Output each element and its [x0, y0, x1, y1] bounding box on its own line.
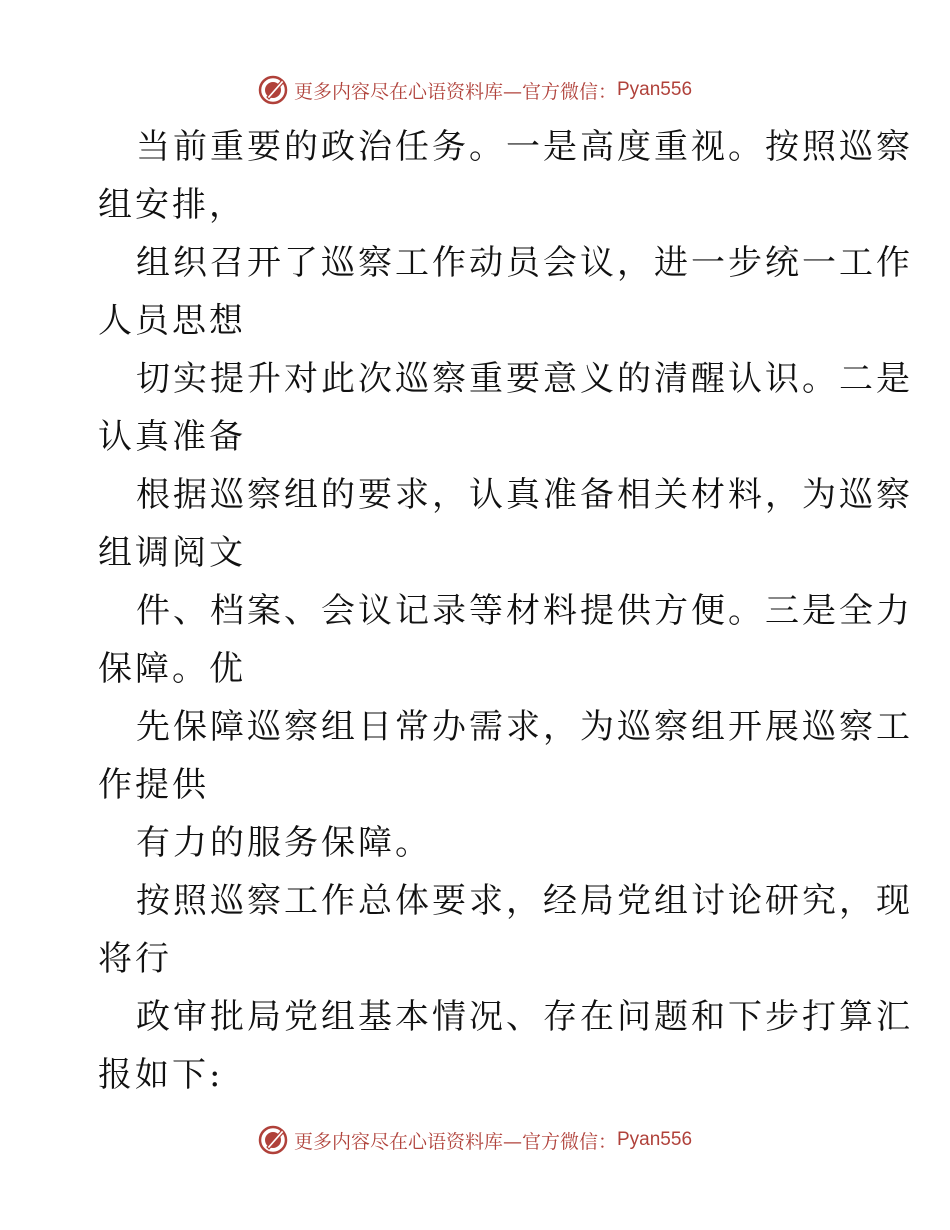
text-line: 组织召开了巡察工作动员会议，进一步统一工作	[136, 243, 913, 283]
text-line: 先保障巡察组日常办需求，为巡察组开展巡察工	[136, 707, 913, 747]
text-line: 报如下:	[98, 1055, 224, 1095]
text-line: 作提供	[98, 765, 209, 805]
text-line: 认真准备	[98, 417, 246, 457]
text-line: 政审批局党组基本情况、存在问题和下步打算汇	[136, 997, 913, 1037]
header-banner	[0, 70, 950, 110]
text-line: 按照巡察工作总体要求，经局党组讨论研究，现	[136, 881, 913, 921]
text-line: 当前重要的政治任务。一是高度重视。按照巡察	[136, 127, 913, 167]
banner-wechat-id: Pyan556	[617, 1129, 693, 1150]
text-line: 件、档案、会议记录等材料提供方便。三是全力	[136, 591, 913, 631]
text-line: 根据巡察组的要求，认真准备相关材料，为巡察	[136, 475, 913, 515]
banner-text: 更多内容尽在心语资料库—官方微信：	[293, 1130, 617, 1153]
text-line: 有力的服务保障。	[136, 823, 432, 863]
quill-seal-icon	[258, 1125, 288, 1155]
banner-text: 更多内容尽在心语资料库—官方微信：	[293, 80, 617, 103]
text-line: 人员思想	[98, 301, 246, 341]
text-line: 切实提升对此次巡察重要意义的清醒认识。二是	[136, 359, 913, 399]
text-line: 组安排，	[98, 185, 246, 225]
quill-seal-icon	[258, 75, 288, 105]
text-line: 将行	[98, 939, 172, 979]
text-line: 组调阅文	[98, 533, 246, 573]
footer-banner	[0, 1120, 950, 1160]
banner-wechat-id: Pyan556	[617, 79, 693, 100]
text-line: 保障。优	[98, 649, 246, 689]
document-body	[98, 118, 913, 1104]
